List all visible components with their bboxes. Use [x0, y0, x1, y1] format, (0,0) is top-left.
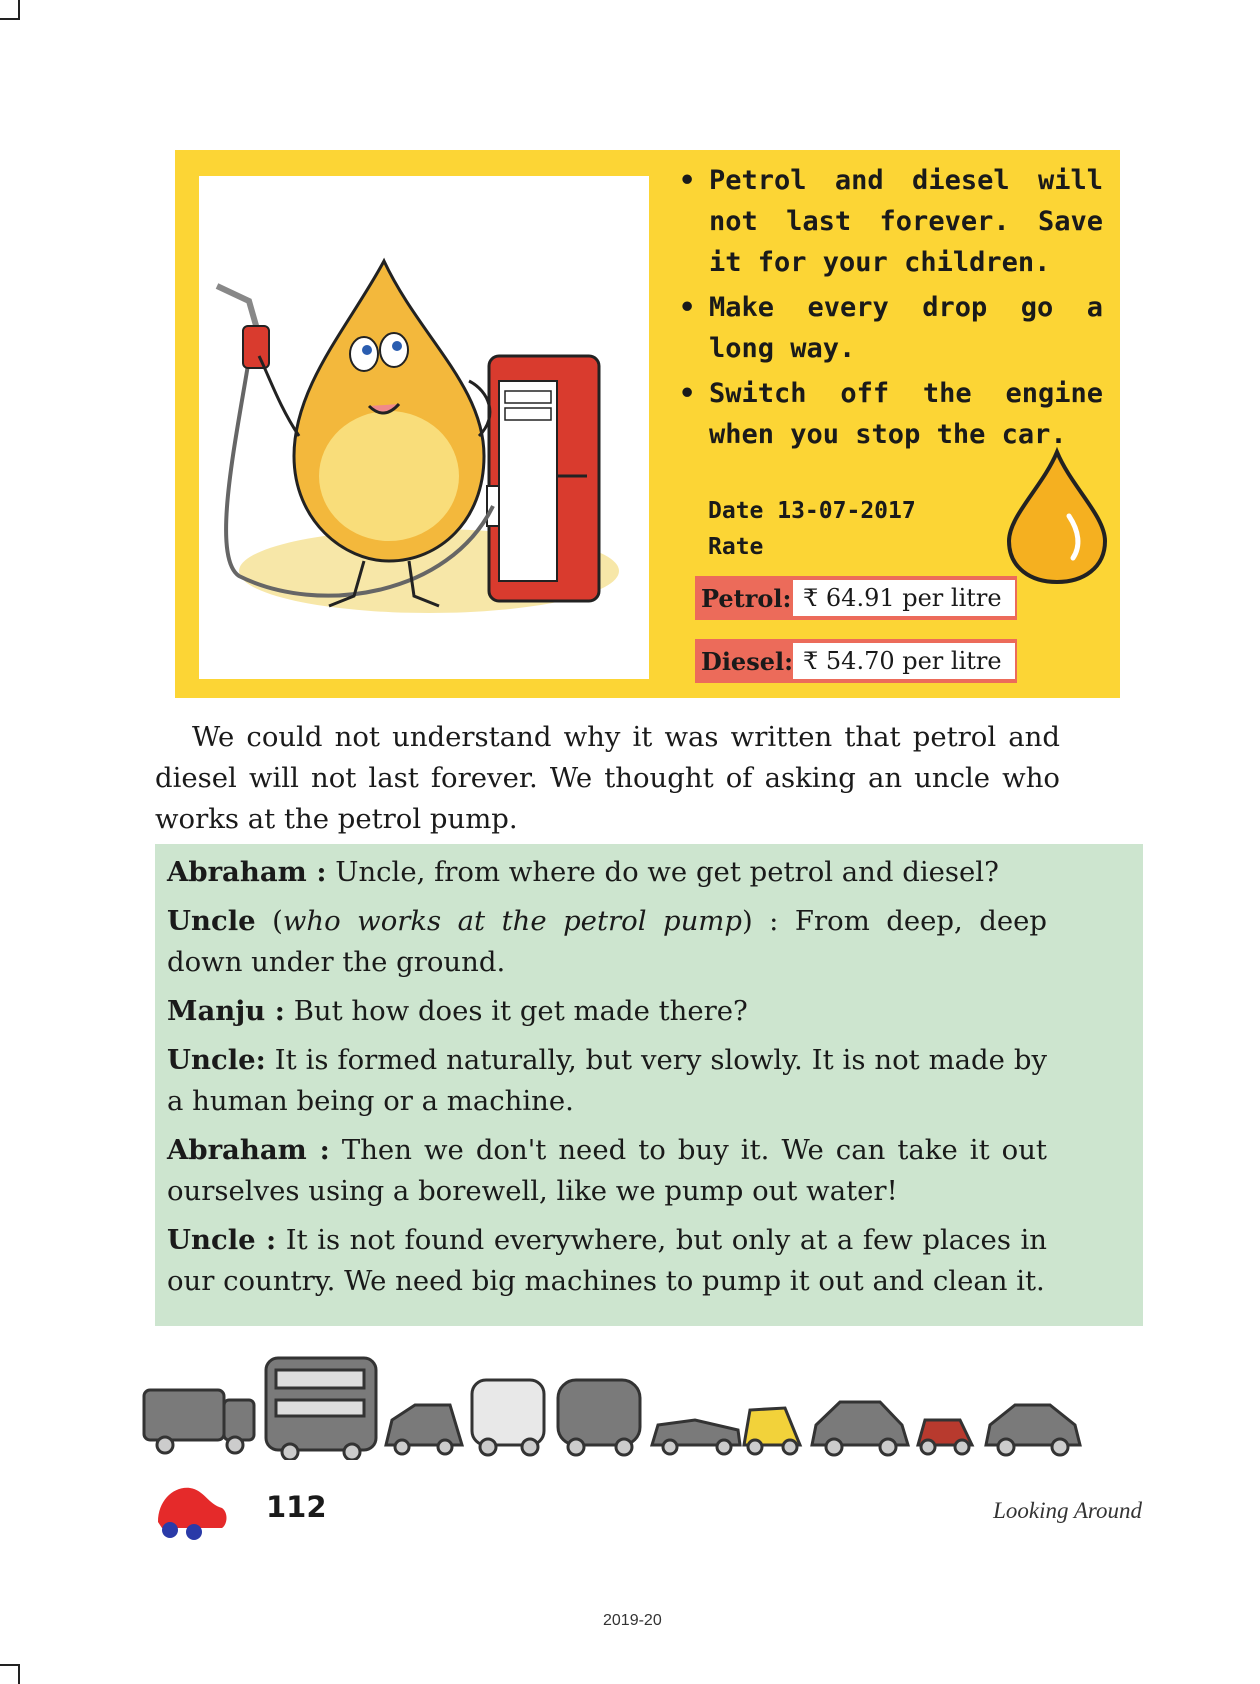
date-line: Date 13-07-2017 [708, 498, 916, 524]
dialogue-line [167, 1130, 1047, 1212]
petrol-price-value: ₹ 64.91 per litre [793, 580, 1015, 616]
tip-item: • Petrol and diesel will not last forever. Save it for your children. [673, 160, 1103, 283]
petrol-price-row [695, 576, 1017, 620]
speaker-name: Abraham : [167, 856, 327, 888]
dialogue-line [167, 852, 1047, 893]
oil-drop-illustration [199, 176, 649, 679]
intro-paragraph: We could not understand why it was written that petrol and diesel will not last forever. We thought of asking an uncle who works at the petrol pump. [155, 721, 1060, 835]
dialogue-line [167, 1040, 1047, 1122]
vehicles-strip-illustration [140, 1350, 1160, 1460]
tips-list [673, 160, 1103, 459]
tip-item: • Switch off the engine when you stop the car. [673, 373, 1103, 455]
diesel-price-row [695, 639, 1017, 683]
oil-drop-icon [1003, 446, 1111, 586]
dialogue-text: It is not found everywhere, but only at a few places in our country. We need big machines to pump it out and clean it. [167, 1224, 1047, 1297]
speaker-name: Uncle : [167, 1224, 277, 1256]
dialogue-line [167, 1220, 1047, 1302]
speaker-aside: who works at the petrol pump [282, 905, 742, 937]
dialogue-panel [155, 844, 1143, 1326]
edition-year: 2019-20 [603, 1612, 662, 1629]
dialogue-text: Uncle, from where do we get petrol and diesel? [335, 856, 999, 888]
tip-item: • Make every drop go a long way. [673, 287, 1103, 369]
diesel-label: Diesel: [701, 646, 793, 676]
crop-mark-bottom-left [0, 1664, 20, 1684]
dialogue-line: Uncle (who works at the petrol pump) : From deep, deep down under the ground. [167, 905, 1047, 978]
page-number: 112 [266, 1490, 327, 1524]
dialogue-text: It is formed naturally, but very slowly. It is not made by a human being or a machine. [167, 1044, 1047, 1117]
speaker-name: Uncle: [167, 1044, 266, 1076]
dialogue-text: But how does it get made there? [293, 995, 748, 1027]
rate-label: Rate [708, 534, 764, 560]
red-car-icon [152, 1482, 230, 1540]
speaker-name: Manju : [167, 995, 285, 1027]
diesel-price-value: ₹ 54.70 per litre [793, 643, 1015, 679]
dialogue-list [167, 852, 1047, 1310]
petrol-label: Petrol: [701, 583, 792, 613]
tips-panel [175, 150, 1120, 698]
dialogue-text: : From deep, deep down under the ground. [167, 905, 1047, 978]
speaker-name: Abraham : [167, 1134, 330, 1166]
dialogue-line [167, 991, 1047, 1032]
book-title: Looking Around [993, 1498, 1142, 1523]
dialogue-text: Then we don't need to buy it. We can take it out ourselves using a borewell, like we pump out water! [167, 1134, 1047, 1207]
speaker-name: Uncle [167, 905, 256, 937]
oil-drop-pump-drawing [199, 176, 649, 679]
crop-mark-top-left [0, 0, 20, 20]
